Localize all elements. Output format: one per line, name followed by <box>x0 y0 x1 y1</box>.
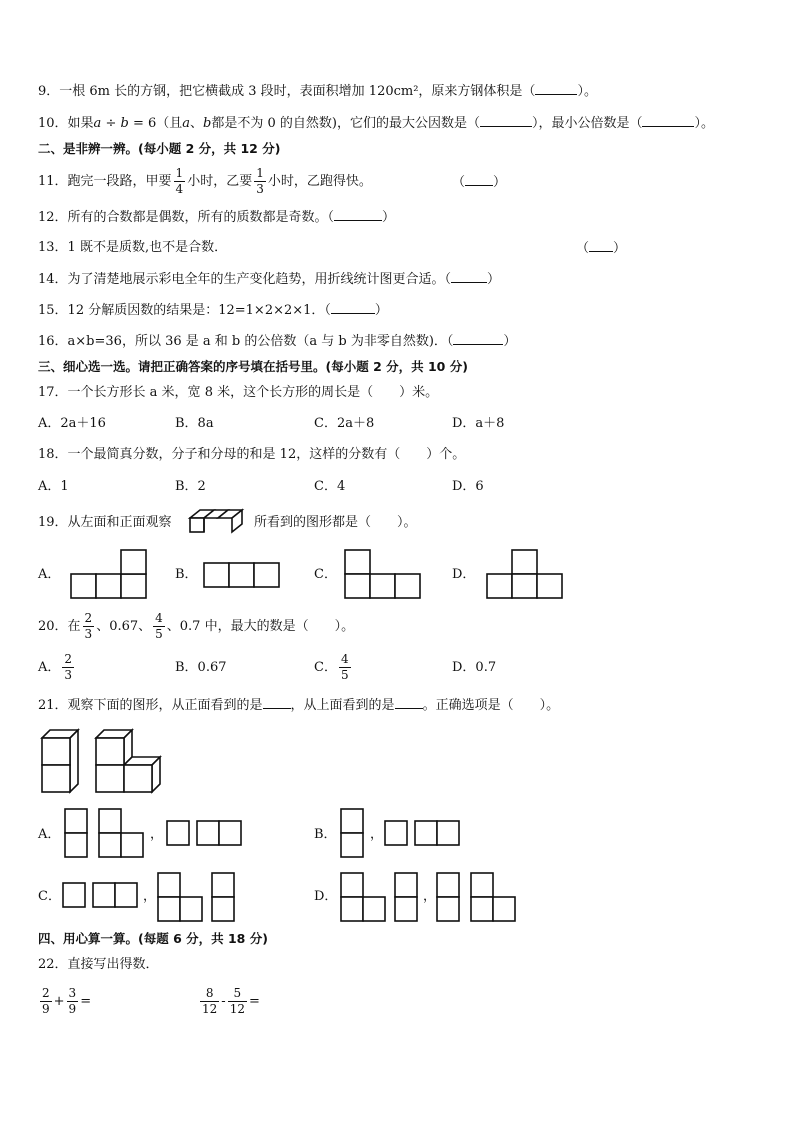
option-b[interactable]: B．8a <box>175 416 214 431</box>
option-b[interactable]: B．2 <box>175 479 206 494</box>
option-a[interactable]: A．2a＋16 <box>38 416 106 431</box>
option-d-top-figure[interactable] <box>436 872 522 924</box>
answer-bracket-11[interactable]: （ ） <box>452 175 507 190</box>
option-d-front-figure[interactable] <box>340 872 422 924</box>
separator-comma: ， <box>423 889 437 904</box>
fraction: $\frac{4}{5}$ <box>155 611 163 641</box>
option-a-figure[interactable] <box>70 549 150 599</box>
option-a-top-figure[interactable] <box>166 820 244 848</box>
fraction: $\frac{2}{3}$ <box>64 652 73 682</box>
cube-stack-figure <box>188 504 250 540</box>
expression-1[interactable]: $\frac{2}{9}$ + $\frac{3}{9}$ = <box>42 986 92 1016</box>
option-b-figure[interactable] <box>203 562 281 590</box>
question-18: 18．一个最简真分数，分子和分母的和是 12，这样的分数有（ ）个。 <box>38 447 466 462</box>
fraction: $\frac{3}{9}$ <box>68 986 77 1016</box>
option-a[interactable]: A． <box>38 827 61 842</box>
question-22: 22．直接写出得数． <box>38 957 159 972</box>
question-16: 16．a×b=36，所以 36 是 a 和 b 的公倍数（a 与 b 为非零自然数)．（ ） <box>38 334 517 349</box>
answer-blank[interactable] <box>453 332 503 345</box>
answer-blank[interactable] <box>334 208 382 221</box>
answer-blank[interactable] <box>331 301 375 314</box>
option-d[interactable]: D． <box>452 567 476 582</box>
option-d[interactable]: D．6 <box>452 479 484 494</box>
fraction: $\frac{5}{12}$ <box>229 986 245 1016</box>
answer-blank-lcm[interactable] <box>642 114 694 127</box>
option-d[interactable]: D．a＋8 <box>452 416 505 431</box>
question-9: 9．一根 6m 长的方钢，把它横截成 3 段时，表面积增加 120cm²，原来方钢体积是（ ）。 <box>38 84 597 99</box>
option-a[interactable]: A．1 <box>38 479 69 494</box>
question-12: 12．所有的合数都是偶数，所有的质数都是奇数。（ ） <box>38 210 396 225</box>
option-c[interactable]: C． $\frac{4}{5}$ <box>314 652 349 682</box>
fraction: $\frac{1}{3}$ <box>256 166 264 196</box>
option-b-top-figure[interactable] <box>384 820 462 848</box>
question-14: 14．为了清楚地展示彩电全年的生产变化趋势，用折线统计图更合适。（ ） <box>38 272 501 287</box>
option-c-top-figure[interactable] <box>157 872 239 924</box>
separator-comma: ， <box>143 889 157 904</box>
separator-comma: ， <box>370 827 384 842</box>
answer-blank-gcd[interactable] <box>480 114 532 127</box>
option-c[interactable]: C．4 <box>314 479 346 494</box>
question-21: 21．观察下面的图形，从正面看到的是 ，从上面看到的是 。正确选项是（ ）。 <box>38 698 560 713</box>
option-b-front-figure[interactable] <box>340 808 366 860</box>
separator-comma: ， <box>150 827 164 842</box>
option-c[interactable]: C．2a＋8 <box>314 416 375 431</box>
fraction: $\frac{1}{4}$ <box>175 166 184 196</box>
fraction: $\frac{2}{9}$ <box>42 986 50 1016</box>
answer-bracket-13[interactable]: （ ） <box>576 241 627 256</box>
answer-blank-top[interactable] <box>395 696 423 709</box>
option-d-figure[interactable] <box>486 549 564 599</box>
option-b[interactable]: B． <box>314 827 337 842</box>
option-c[interactable]: C． <box>314 567 337 582</box>
question-11: 11．跑完一段路，甲要 $\frac{1}{4}$ 小时，乙要 $\frac{1}{3}$ 小时，乙跑得快。 <box>38 166 372 196</box>
option-b[interactable]: B． <box>175 567 198 582</box>
cube-solids-figure <box>40 728 164 796</box>
option-d[interactable]: D． <box>314 889 338 904</box>
option-a[interactable]: A． <box>38 567 61 582</box>
answer-blank-front[interactable] <box>263 696 291 709</box>
answer-blank[interactable] <box>535 82 577 95</box>
option-c-front-figure[interactable] <box>62 882 142 910</box>
question-19-suffix: 所看到的图形都是（ ）。 <box>254 515 417 530</box>
option-a[interactable]: A． $\frac{2}{3}$ <box>38 652 73 682</box>
option-b[interactable]: B．0.67 <box>175 660 227 675</box>
fraction: $\frac{4}{5}$ <box>340 652 349 682</box>
question-13: 13．1 既不是质数,也不是合数． <box>38 240 228 255</box>
section-3-heading: 三、细心选一选。请把正确答案的序号填在括号里。(每小题 2 分，共 10 分) <box>38 359 468 374</box>
fraction: $\frac{8}{12}$ <box>202 986 218 1016</box>
section-2-heading: 二、是非辨一辨。(每小题 2 分，共 12 分) <box>38 141 281 156</box>
section-4-heading: 四、用心算一算。(每题 6 分，共 18 分) <box>38 931 268 946</box>
question-10: 10．如果a ÷ b = 6（且a、b都是不为 0 的自然数)，它们的最大公因数是（ ），最小公倍数是（ ）。 <box>38 116 714 131</box>
question-15: 15．12 分解质因数的结果是：12=1×2×2×1．（ ） <box>38 303 388 318</box>
question-20: 20．在 $\frac{2}{3}$ 、0.67、 $\frac{4}{5}$ 、0.7 中，最大的数是（ ）。 <box>38 611 355 641</box>
option-c-figure[interactable] <box>344 549 422 599</box>
expression-2[interactable]: $\frac{8}{12}$ - $\frac{5}{12}$ = <box>202 986 260 1016</box>
option-c[interactable]: C． <box>38 889 61 904</box>
option-d[interactable]: D．0.7 <box>452 660 497 675</box>
question-19-prefix: 19．从左面和正面观察 <box>38 515 172 530</box>
answer-blank[interactable] <box>451 270 487 283</box>
fraction: $\frac{2}{3}$ <box>84 611 93 641</box>
option-a-front-figure[interactable] <box>64 808 150 860</box>
question-17: 17．一个长方形长 a 米，宽 8 米，这个长方形的周长是（ ）米。 <box>38 385 439 400</box>
